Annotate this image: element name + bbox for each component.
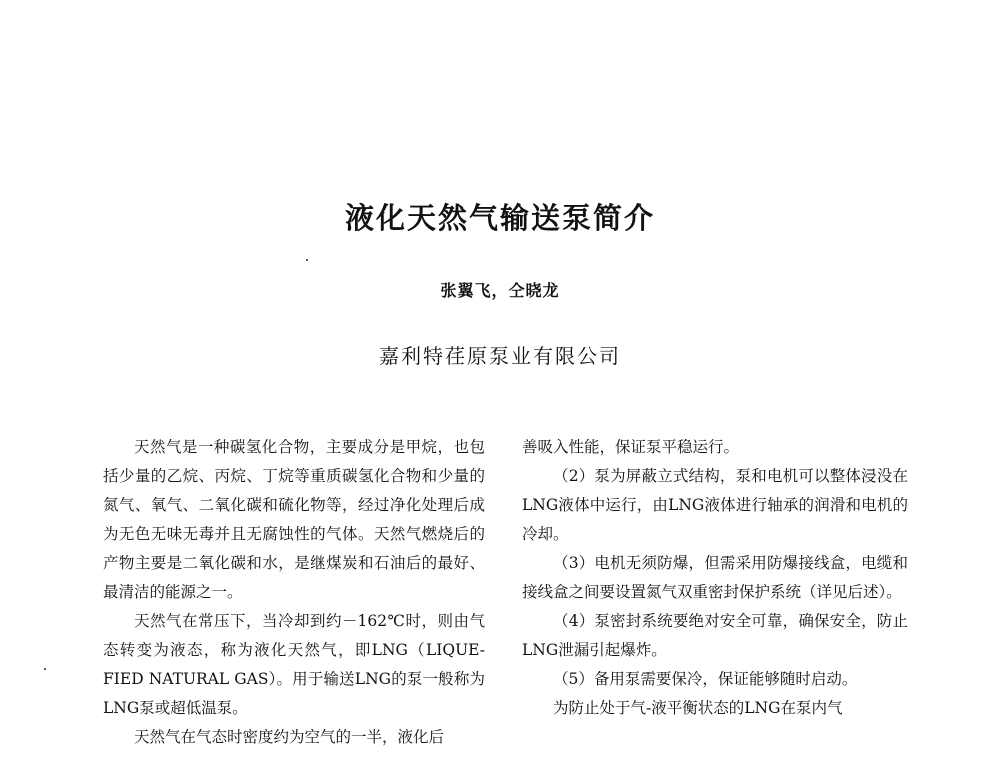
right-paragraph-3: （3）电机无须防爆，但需采用防爆接线盒，电缆和接线盒之间要设置氮气双重密封保护系统（详见后述）。 — [522, 554, 908, 601]
left-column — [103, 433, 485, 752]
left-paragraph-2: 天然气在常压下，当冷却到约－162℃时，则由气态转变为液态，称为液化天然气，即LNG（LIQUE-FIED NATURAL GAS）。用于输送LNG的泵一般称为LNG泵或超低温泵。 — [103, 612, 485, 717]
paper-affiliation: 嘉利特荏原泵业有限公司 — [379, 344, 621, 368]
right-paragraph-5: （5）备用泵需要保冷，保证能够随时启动。 — [553, 670, 858, 688]
right-paragraph-2: （2）泵为屏蔽立式结构，泵和电机可以整体浸没在LNG液体中运行，由LNG液体进行轴承的润滑和电机的冷却。 — [522, 467, 908, 543]
left-paragraph-1: 天然气是一种碳氢化合物，主要成分是甲烷，也包括少量的乙烷、丙烷、丁烷等重质碳氢化合物和少量的氮气、氧气、二氧化碳和硫化物等，经过净化处理后成为无色无味无毒并且无腐蚀性的气体。天然气燃烧后的产物主要是二氧化碳和水，是继煤炭和石油后的最好、最清洁的能源之一。 — [103, 438, 485, 601]
scan-speck — [44, 668, 46, 670]
left-paragraph-3: 天然气在气态时密度约为空气的一半，液化后 — [134, 728, 445, 746]
right-paragraph-1: 善吸入性能，保证泵平稳运行。 — [522, 438, 740, 456]
scan-speck — [306, 259, 308, 261]
right-paragraph-4: （4）泵密封系统要绝对安全可靠，确保安全，防止LNG泄漏引起爆炸。 — [522, 612, 908, 659]
right-paragraph-6: 为防止处于气-液平衡状态的LNG在泵内气 — [553, 699, 843, 717]
paper-authors: 张翼飞，仝晓龙 — [440, 281, 560, 300]
paper-title: 液化天然气输送泵简介 — [344, 201, 655, 235]
right-column — [522, 433, 908, 723]
